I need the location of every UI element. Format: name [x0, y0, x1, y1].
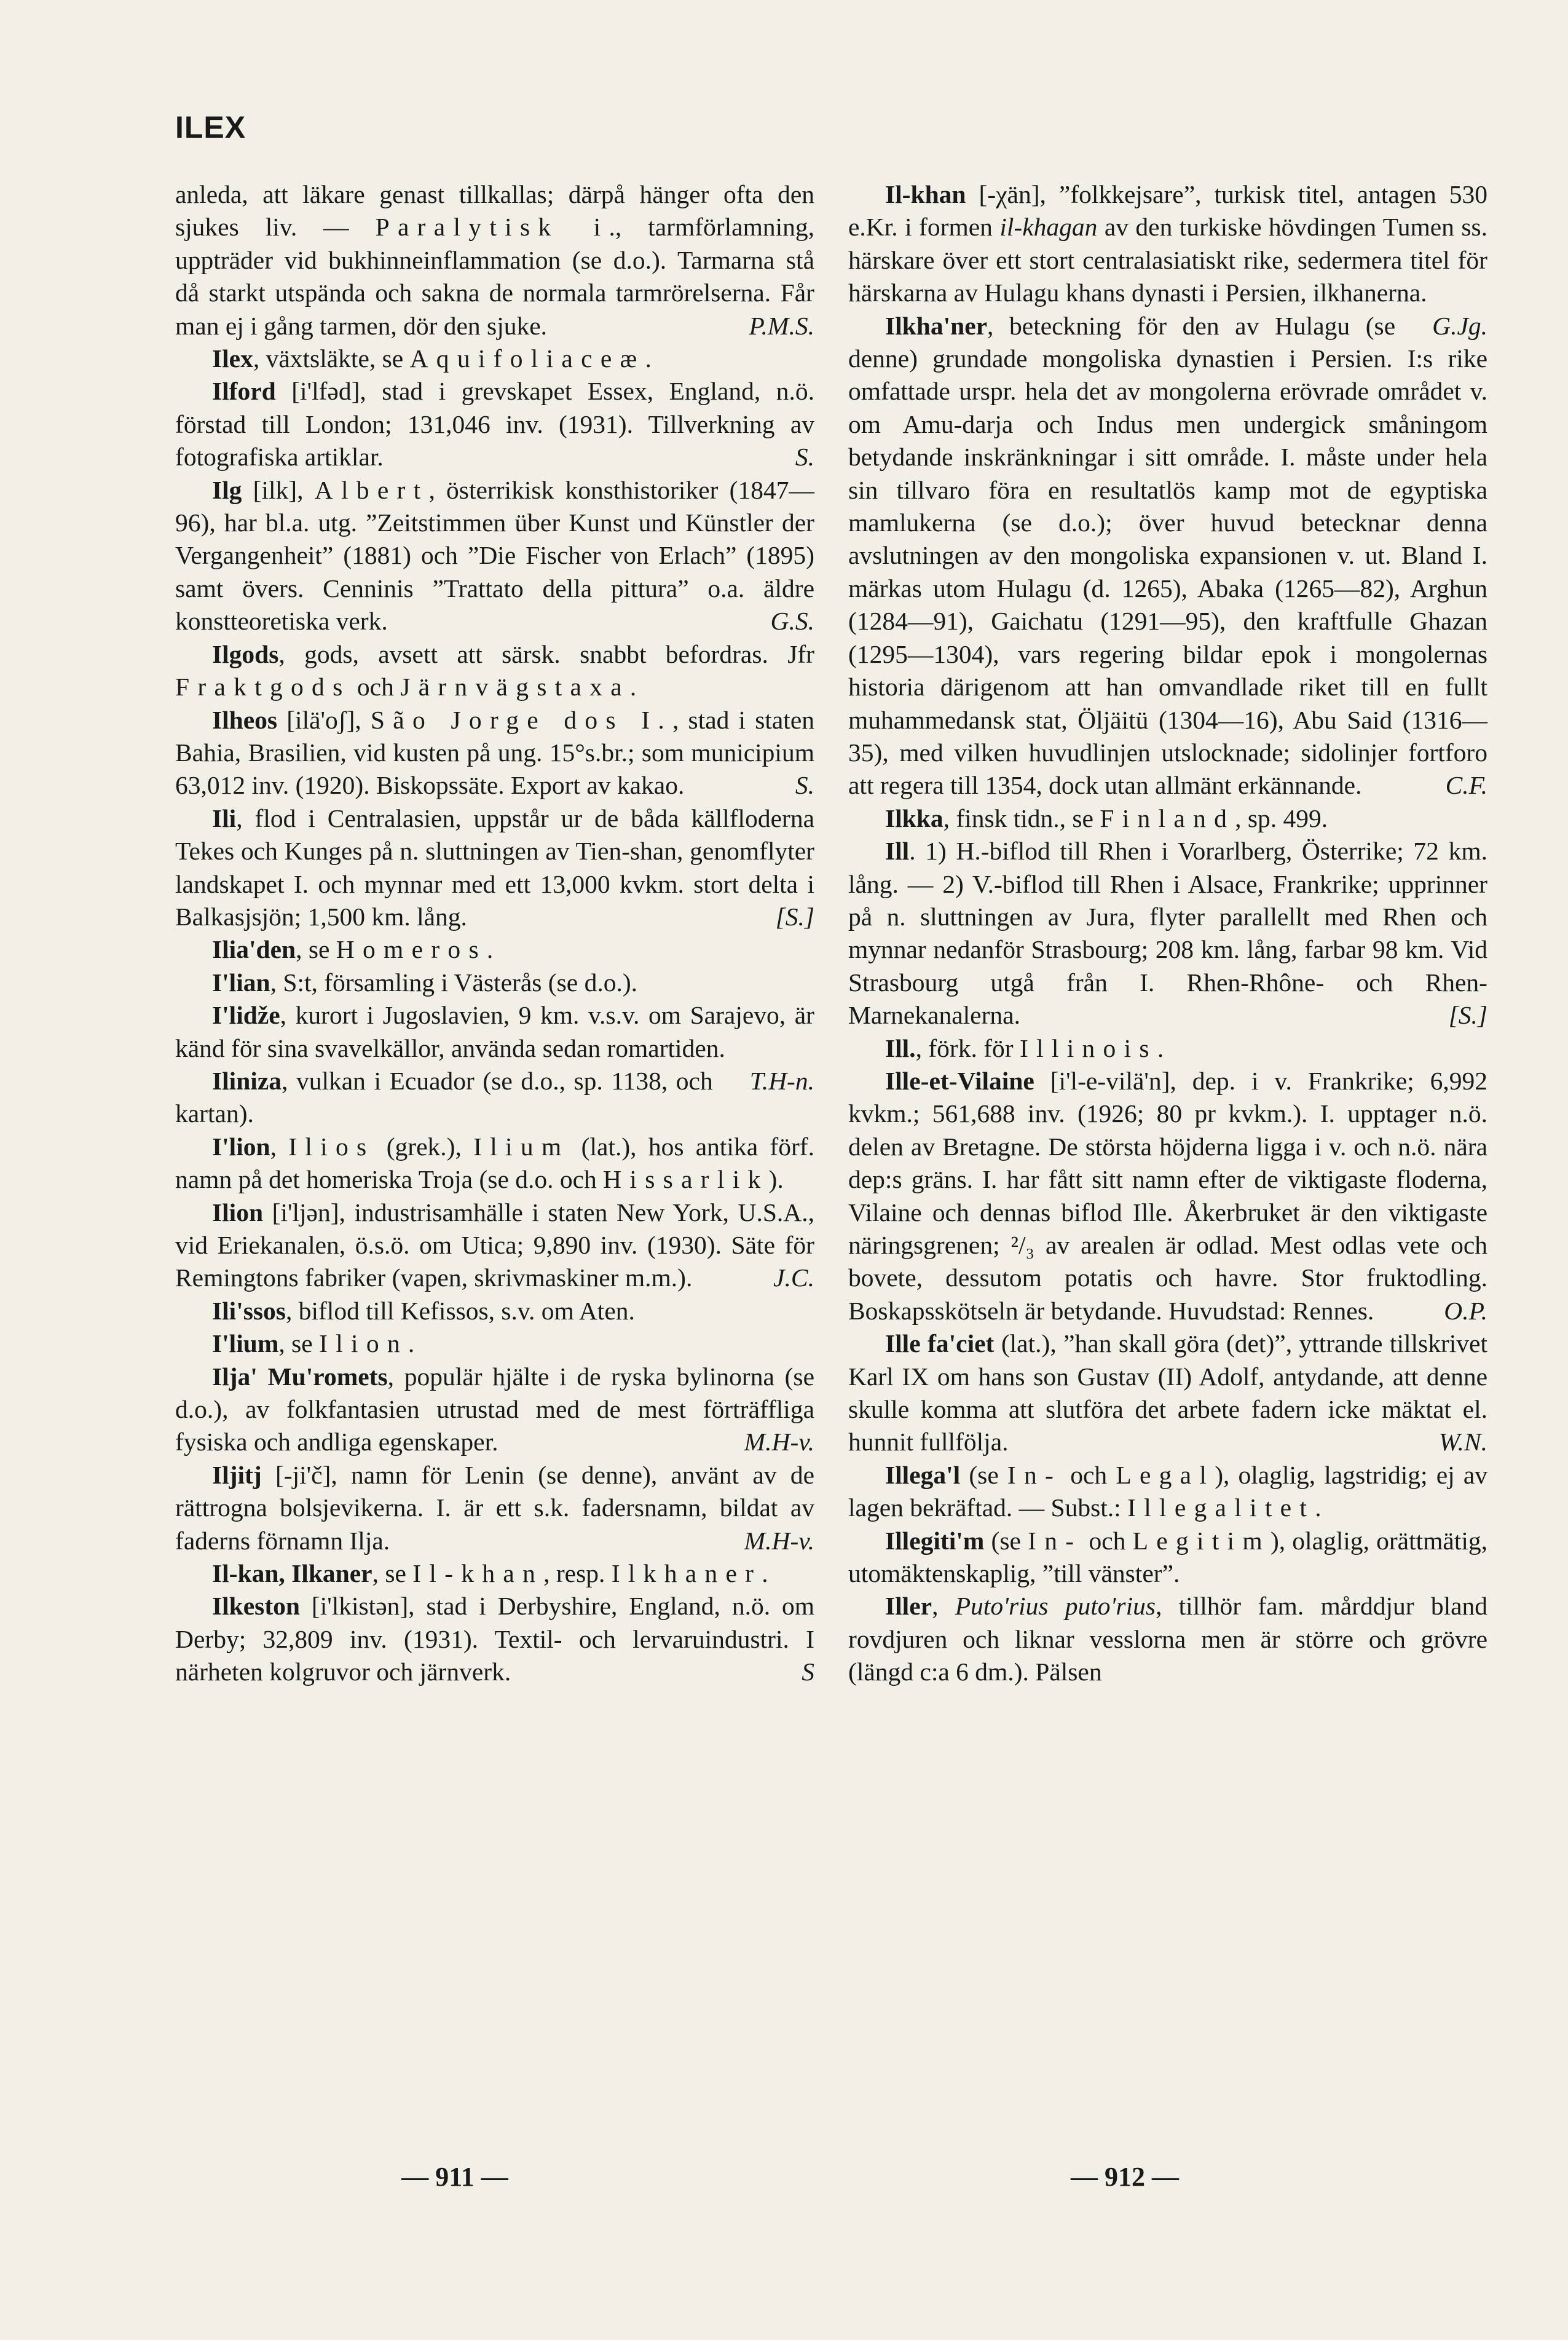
headword: I'lion [212, 1132, 270, 1161]
headword: Ilheos [212, 705, 278, 734]
author-signature: S. [795, 443, 814, 472]
right-column [848, 178, 1487, 1689]
entry-ilion-ny: Ilion [i'ljən], industrisamhälle i staten New York, U.S.A., vid Eriekanalen, ö.s.ö. om Utica; 9,890 inv. (1930). Säte för Remingtons fabriker (vapen, skrivmaskiner m.m.). J.C. [175, 1196, 814, 1295]
author-signature: T.H-n. [749, 1066, 814, 1095]
headword: Il-kan, Ilkaner [212, 1559, 372, 1588]
headword: Ilgods [212, 639, 279, 668]
author-signature: J.C. [773, 1263, 814, 1292]
headword: Illega'l [885, 1460, 961, 1489]
entry-ille-et-vilaine: Ille-et-Vilaine [i'l-e-vilä'n], dep. i v. Frankrike; 6,992 kvkm.; 561,688 inv. (1926; 80 pr kvkm.). I. upptager n.ö. delen av Bretagne. De största höjderna ligga i v. och n.ö. nära dep:s gräns. I. har fått sitt namn efter de viktigaste floderna, Vilaine och dennas biflod Ille. Åkerbruket är den viktigaste näringsgrenen; ²/₃ av arealen är odlad. Mest odlas vete och bovete, dessutom potatis och havre. Stor fruktodling. Boskapsskötseln är betydande. Huvudstad: Rennes. O.P. [848, 1065, 1487, 1327]
entry-ilkka: Ilkka, finsk tidn., se Finland, sp. 499. [885, 804, 1328, 832]
headword: Illegiti'm [885, 1526, 985, 1555]
page-number-left: — 911 — [401, 2162, 508, 2192]
page-number-right: — 912 — [1071, 2162, 1179, 2192]
entry-ille-faciet: Ille fa'ciet (lat.), ”han skall göra (det)”, yttrande tillskrivet Karl IX om hans son Gustav (II) Adolf, antydande, att denne skulle komma att slutföra det arbete fadern icke mäktat el. hunnit fullfölja. W.N. [848, 1327, 1487, 1459]
entry-illegal: Illega'l (se In- och Legal), olaglig, lagstridig; ej av lagen bekräftad. — Subst.: Illegalitet. [848, 1460, 1487, 1522]
entry-il-khan: Il-khan [-χän], ”folkkejsare”, turkisk titel, antagen 530 e.Kr. i formen il-khagan av den turkiske hövdingen Tumen ss. härskare över ett stort centralasiatiskt rike, sedermera titel för härskarna av Hulagu khans dynasti i Persien, ilkhanerna. G.Jg. [848, 178, 1487, 310]
entry-ill: Ill. 1) H.-biflod till Rhen i Vorarlberg, Österrike; 72 km. lång. — 2) V.-biflod till Rhen i Alsace, Frankrike; upprinner på n. sluttningen av Jura, flyter parallellt med Rhen och mynnar nedanför Strasbourg; 208 km. lång, farbar 98 km. Vid Strasbourg utgå från I. Rhen-Rhône- och Rhen-Marnekanalerna. [S.] [848, 835, 1487, 1032]
headword: Ilg [212, 475, 242, 504]
headword: Ilja' Mu'romets [212, 1362, 388, 1391]
headword: Iljitj [212, 1460, 262, 1489]
entry-iller: Iller, Puto'rius puto'rius, tillhör fam. mårddjur bland rovdjuren och liknar vesslorna men är större och grövre (längd c:a 6 dm.). Pälsen [848, 1592, 1488, 1686]
author-signature: [S.] [1448, 1001, 1487, 1030]
headword: Ilkka [885, 804, 944, 832]
headword: I'lidže [212, 1001, 280, 1030]
headword: Ilford [212, 377, 276, 406]
author-signature: [S.] [775, 902, 814, 931]
headword: Ilia'den [212, 935, 296, 964]
entry-ilkeston: Ilkeston [i'lkistən], stad i Derbyshire, England, n.ö. om Derby; 32,809 inv. (1931). Textil- och lervaruindustri. I närheten kolgruvor och järnverk. S [175, 1590, 814, 1688]
running-head: ILEX [175, 110, 246, 144]
entry-ilidze: I'lidže, kurort i Jugoslavien, 9 km. v.s.v. om Sarajevo, är känd för sina svavelkällor, använda sedan romartiden. T.H-n. [175, 999, 814, 1065]
author-signature: C.F. [1445, 771, 1487, 800]
author-signature: W.N. [1438, 1428, 1487, 1457]
headword: Ilkeston [212, 1592, 300, 1621]
entry-iljitj: Iljitj [-ji'č], namn för Lenin (se denne), använt av de rättrogna bolsjevikerna. I. är ett s.k. fadersnamn, bildat av faderns förnamn Ilja. M.H-v. [175, 1459, 814, 1557]
headword: Ili'ssos [212, 1296, 286, 1325]
author-signature: G.Jg. [1432, 311, 1487, 340]
headword: Ili [212, 804, 237, 832]
author-signature: P.M.S. [749, 311, 814, 340]
entry-ilja-muromets: Ilja' Mu'romets, populär hjälte i de ryska bylinorna (se d.o.), av folkfantasien utrustad med de mest förträffliga fysiska och andliga egenskaper. M.H-v. [175, 1361, 814, 1459]
left-column [175, 178, 814, 1689]
headword: Iliniza [212, 1066, 282, 1095]
entry-continuation: anleda, att läkare genast tillkallas; därpå hänger ofta den sjukes liv. — Paralytisk i., tarmförlamning, uppträder vid bukhinneinflammation (se d.o.). Tarmarna stå då starkt utspända och sakna de normala tarmrörelserna. Får man ej i gång tarmen, dör den sjuke. P.M.S. [175, 178, 814, 342]
author-signature: M.H-v. [744, 1428, 814, 1457]
entry-ilford: Ilford [i'lfəd], stad i grevskapet Essex, England, n.ö. förstad till London; 131,046 inv. (1931). Tillverkning av fotografiska artiklar. S. [175, 375, 814, 473]
headword: Iller [885, 1592, 932, 1621]
entry-ilgods: Ilgods, gods, avsett att särsk. snabbt befordras. Jfr Fraktgods och Järnvägstaxa. [175, 639, 814, 702]
entry-ilium: I'lium, se Ilion. [212, 1329, 415, 1358]
entry-ilg: Ilg [ilk], Albert, österrikisk konsthistoriker (1847—96), har bl.a. utg. ”Zeitstimmen über Kunst und Künstler der Vergangenheit” (1881) och ”Die Fischer von Erlach” (1895) samt övers. Cenninis ”Trattato della pittura” o.a. äldre konstteoretiska verk. G.S. [175, 474, 814, 638]
headword: Ilex [212, 344, 253, 373]
author-signature: S [802, 1658, 814, 1686]
entry-ili: Ili, flod i Centralasien, uppstår ur de båda källfloderna Tekes och Kunges på n. sluttningen av Tien-shan, genomflyter landskapet I. och mynnar med ett 13,000 kvkm. stort delta i Balkasjsjön; 1,500 km. lång. [S.] [175, 802, 814, 934]
author-signature: S. [795, 771, 814, 800]
entry-ilheos: Ilheos [ilä'oʃ], São Jorge dos I., stad i staten Bahia, Brasilien, vid kusten på ung. 15°s.br.; som municipium 63,012 inv. (1920). Biskopssäte. Export av kakao. S. [175, 704, 814, 802]
headword: Ille fa'ciet [885, 1329, 995, 1358]
entry-iliniza: Iliniza, vulkan i Ecuador (se d.o., sp. 1138, och kartan). [175, 1066, 713, 1128]
headword: Ille-et-Vilaine [885, 1066, 1034, 1095]
entry-ilion-ancient: I'lion, Ilios (grek.), Ilium (lat.), hos antika förf. namn på det homeriska Troja (se d.o. och Hissarlik). [175, 1132, 814, 1194]
author-signature: M.H-v. [744, 1526, 814, 1555]
headword: Ilion [212, 1198, 264, 1227]
headword: Ill [885, 837, 910, 866]
entry-ilkhaner: Ilkha'ner, beteckning för den av Hulagu (se denne) grundade mongoliska dynastien i Persien. I:s rike omfattade urspr. hela det av mongolerna erövrade området v. om Amu-darja och Indus men undergick småningom betydande inskränkningar i sitt område. I. måste under hela sin tillvaro föra en resultatlös kamp mot de egyptiska mamlukerna (se d.o.); över huvud betecknar denna avslutningen av den mongoliska expansionen v. ut. Bland I. märkas utom Hulagu (d. 1265), Abaka (1265—82), Arghun (1284—91), Gaichatu (1291—95), den kraftfulle Ghazan (1295—1304), vars regering bildar epok i mongolernas historia därigenom att han omvandlade riket till en fullt muhammedansk stat, Öljäitü (1304—16), Abu Said (1316—35), med vilken huvudlinjen utslocknade; sidolinjer fortforo att regera till 1354, dock utan allmänt erkännande. C.F. [848, 310, 1487, 802]
headword: Ill. [885, 1034, 916, 1062]
entry-il-kan: Il-kan, Ilkaner, se Il-khan, resp. Ilkhaner. [212, 1559, 768, 1588]
headword: I'lian [212, 968, 270, 997]
entry-illegitim: Illegiti'm (se In- och Legitim), olaglig, orättmätig, utomäktenskaplig, ”till vänster”. [848, 1526, 1488, 1588]
entry-ill-abbrev: Ill., förk. för Illinois. [885, 1034, 1164, 1062]
headword: Ilkha'ner [885, 311, 988, 340]
headword: Il-khan [885, 180, 966, 208]
entry-ilian: I'lian, S:t, församling i Västerås (se d.o.). [212, 968, 638, 997]
author-signature: O.P. [1444, 1296, 1487, 1325]
author-signature: G.S. [770, 607, 814, 636]
entry-ilex: Ilex, växtsläkte, se Aquifoliaceæ. [212, 344, 652, 373]
headword: I'lium [212, 1329, 279, 1358]
entry-ilissos: Ili'ssos, biflod till Kefissos, s.v. om Aten. [212, 1296, 635, 1325]
entry-iliaden: Ilia'den, se Homeros. [212, 935, 494, 964]
